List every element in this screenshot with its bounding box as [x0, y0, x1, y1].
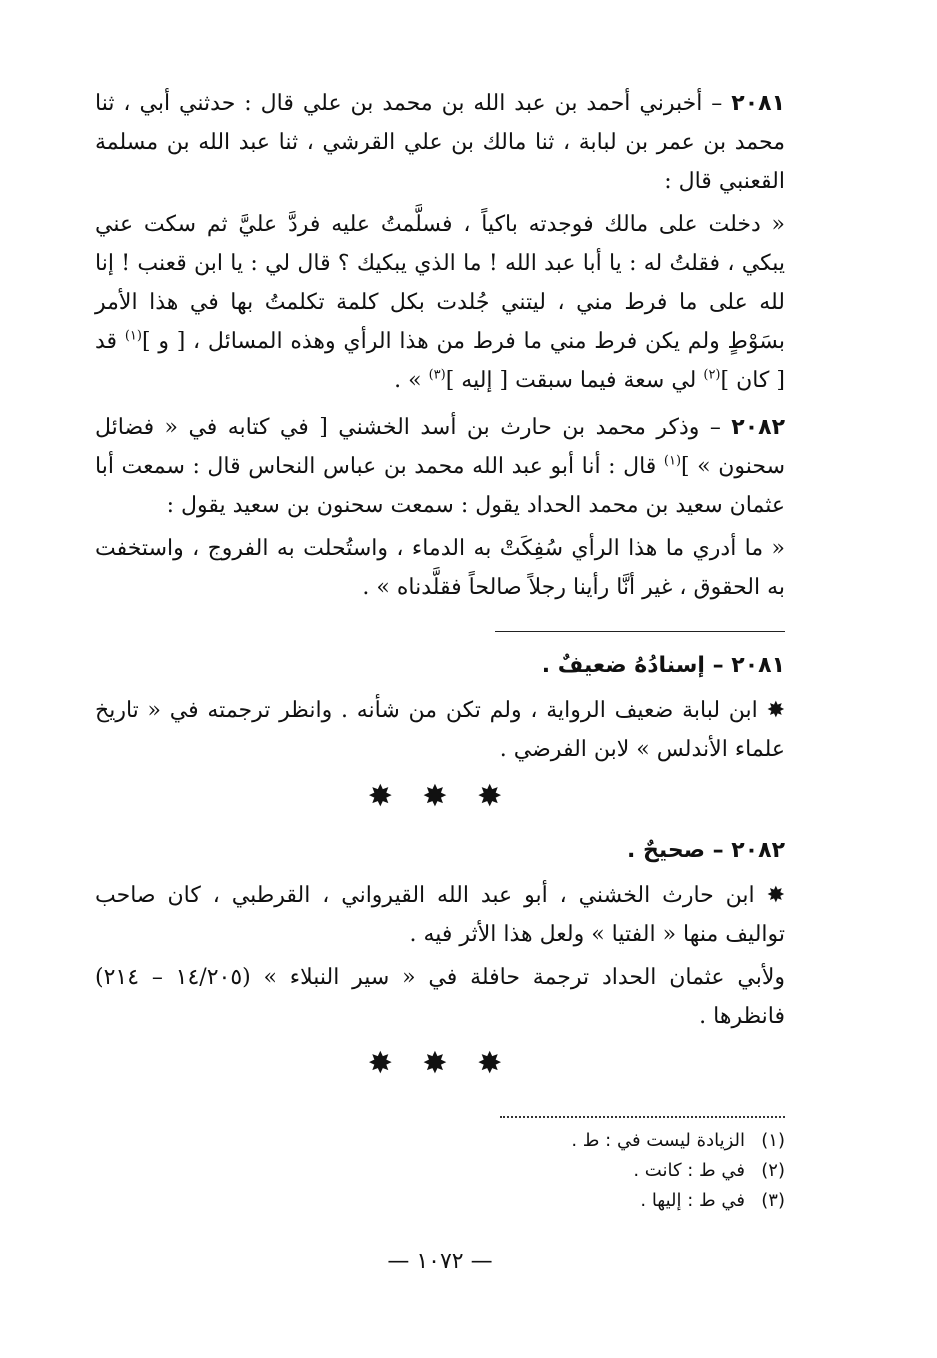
footnote-ref: (٢) [703, 367, 721, 383]
entry-2081-isnad [95, 84, 785, 201]
entry-number: ٢٠٨١ [731, 91, 785, 116]
note-heading-2082: ٢٠٨٢ – صحيحٌ . [626, 838, 785, 863]
footnote-mark: (٢) [761, 1160, 785, 1181]
footnote-3 [95, 1186, 785, 1216]
entry-2082-quote [95, 529, 785, 607]
note-text: ابن لبابة ضعيف الرواية ، ولم تكن من شأنه . وانظر ترجمته في « تاريخ علماء الأندلس » لابن الفرضي . [95, 698, 785, 762]
section-separator: ✸ ✸ ✸ [367, 1046, 513, 1081]
footnote-text: في ط : كانت . [633, 1160, 745, 1181]
footnote-text: الزيادة ليست في : ط . [571, 1130, 745, 1151]
note-heading-2081: ٢٠٨١ – إسنادُهُ ضعيفٌ . [541, 653, 785, 678]
note-body-2082 [95, 876, 785, 954]
entry-number: ٢٠٨٢ [731, 415, 785, 440]
footnote-mark: (١) [761, 1130, 785, 1151]
entry-text: – أخبرني أحمد بن عبد الله بن محمد بن علي قال : حدثني أبي ، ثنا محمد بن عمر بن لبابة ، ثنا مالك بن علي القرشي ، ثنا عبد الله بن مسلمة القعنبي قال : [95, 91, 785, 194]
section-separator: ✸ ✸ ✸ [367, 779, 513, 814]
book-page [95, 84, 785, 1281]
note-body-2082-extra: ولأبي عثمان الحداد ترجمة حافلة في « سير النبلاء » (١٤/٢٠٥ – ٢١٤) فانظرها . [95, 965, 785, 1029]
footnote-text: في ط : إليها . [640, 1190, 745, 1211]
star-icon: ✸ [766, 698, 785, 723]
footnote-1 [95, 1126, 785, 1156]
page-number: — ١٠٧٢ — [387, 1249, 493, 1274]
footnote-mark: (٣) [761, 1190, 785, 1211]
footnote-divider [500, 1116, 785, 1118]
quote-text: لي سعة فيما سبقت [ إليه ] [445, 368, 697, 393]
footnote-ref: (١) [124, 328, 142, 344]
notes-divider [495, 631, 785, 632]
note-text: ابن حارث الخشني ، أبو عبد الله القيرواني ، القرطبي ، كان صاحب تواليف منها « الفتيا » ولعل هذا الأثر فيه . [95, 883, 785, 947]
quote-text: قد [ كان ] [95, 329, 785, 393]
footnote-ref: (١) [663, 453, 682, 469]
quote-text: « ما أدري ما هذا الرأي سُفِكَتْ به الدماء ، واستُحلت به الفروج ، واستخفت به الحقوق ، غير أنَّا رأينا رجلاً صالحاً فقلَّدناه » . [95, 536, 785, 600]
entry-text: قال : أنا أبو عبد الله محمد بن عباس النحاس قال : سمعت أبا عثمان سعيد بن محمد الحداد يقول : سمعت سحنون بن سعيد يقول : [95, 454, 785, 518]
entry-text: – وذكر محمد بن حارث بن أسد الخشني [ في كتابه في « فضائل سحنون » ] [95, 415, 786, 479]
quote-text: « دخلت على مالك فوجدته باكياً ، فسلَّمتُ عليه فردَّ عليَّ ثم سكت عني يبكي ، فقلتُ له : يا أبا عبد الله ! ما الذي يبكيك ؟ قال لي : يا ابن قعنب ! إنا لله على ما فرط مني ، ليتني جُلدت بكل كلمة تكلمتُ بها في هذا الأمر بسَوْطٍ ولم يكن فرط مني ما فرط من هذا الرأي وهذه المسائل ، [ و ] [95, 212, 785, 354]
entry-2081-quote [95, 205, 785, 400]
quote-text: » . [394, 368, 422, 393]
star-icon: ✸ [766, 883, 786, 908]
note-body-2081 [95, 691, 785, 769]
footnote-2 [95, 1156, 785, 1186]
footnote-ref: (٣) [428, 367, 446, 383]
entry-2082-isnad [95, 408, 785, 525]
